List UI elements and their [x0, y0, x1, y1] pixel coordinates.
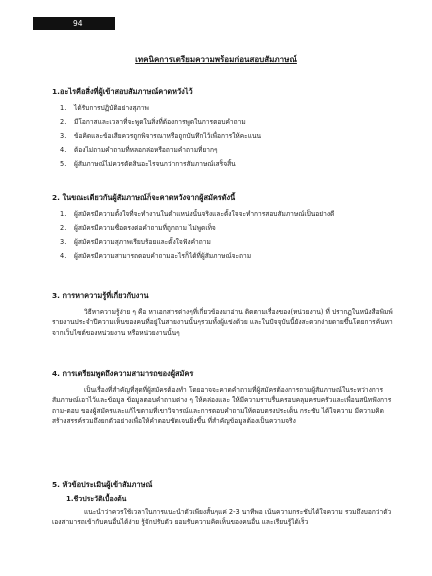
section-1-heading: 1.อะไรคือสิ่งที่ผู้เข้าสอบสัมภาษณ์คาดหวังไว้ — [52, 87, 193, 96]
list-item — [52, 118, 397, 126]
page-number: 94 — [73, 19, 83, 28]
page-number-box — [33, 17, 115, 30]
item-number: 1. — [60, 210, 67, 218]
item-text: ผู้สมัครมีความสุภาพเรียบร้อยและตั้งใจฟังคำถาม — [74, 238, 211, 246]
item-text: ผู้สมัครมีความสามารถตอบคำถามอะไรก็ได้ที่ผู้สัมภาษณ์จะถาม — [74, 252, 252, 260]
list-item — [52, 104, 397, 112]
section-2-list — [52, 210, 397, 260]
section-3-heading: 3. การหาความรู้ที่เกี่ยวกับงาน — [52, 291, 149, 300]
section-3-body: วิธีหาความรู้ง่าย ๆ คือ หาเอกสารต่างๆที่เกี่ยวข้องมาอ่าน ติดตามเรื่องของ(หน่วยงาน) ที่ ปรากฏในหนังสือพิมพ์รายงานประจำปีความเห็นของคนที่อยู่ในสายงานนั้นๆรวมทั้งผู้แข่งด้วย และในปัจจุบันนี้ยังสะดวกง่ายดายขึ้นโดยการค้นหาจากเว็บไซต์ของหน่วยงาน หรือหน่วยงานนั้นๆ — [52, 308, 393, 337]
item-number: 3. — [60, 238, 67, 246]
list-item — [52, 252, 397, 260]
item-text: ข้อคิดและข้อเสียควรถูกพิจารณาหรือถูกบันทึกไว้เพื่อการให้คะแนน — [74, 132, 261, 140]
item-number: 5. — [60, 160, 67, 168]
item-number: 4. — [60, 252, 67, 260]
section-4 — [52, 368, 397, 427]
item-text: ได้รับการปฏิบัติอย่างสุภาพ — [74, 104, 149, 112]
section-2-heading: 2. ในขณะเดียวกันผู้สัมภาษณ์ก็จะคาดหวังจากผู้สมัครดังนี้ — [52, 193, 236, 202]
item-text: มีโอกาสและเวลาที่จะพูดในสิ่งที่ต้องการพูดในการตอบคำถาม — [74, 118, 246, 126]
item-number: 4. — [60, 146, 67, 154]
page-title: เทคนิคการเตรียมความพร้อมก่อนสอบสัมภาษณ์ — [135, 55, 297, 64]
list-item — [52, 160, 397, 168]
item-number: 2. — [60, 118, 67, 126]
item-text: ผู้สัมภาษณ์ไม่ควรตัดสินอะไรจนกว่าการสัมภาษณ์เสร็จสิ้น — [74, 160, 236, 168]
section-5-heading: 5. หัวข้อประเมินผู้เข้าสัมภาษณ์ — [52, 480, 153, 489]
section-2 — [52, 192, 397, 266]
list-item — [52, 210, 397, 218]
list-item — [52, 238, 397, 246]
item-number: 3. — [60, 132, 67, 140]
item-text: ผู้สมัครมีความตั้งใจที่จะทำงานในตำแหน่งนั้นจริงและตั้งใจจะทำการสอบสัมภาษณ์เป็นอย่างดี — [74, 210, 335, 218]
section-5-subheading: 1.ชีวประวัติเบื้องต้น — [66, 495, 127, 503]
section-4-body: เป็นเรื่องที่สำคัญที่สุดที่ผู้สมัครต้องทำ โดยอาจจะคาดคำถามที่ผู้สมัครต้องการถามผู้สัมภาษณ์ในระหว่างการสัมภาษณ์เอาไว้และข้อมูล ข้อมูลตอบคำถามต่าง ๆ ให้คล่องและ ให้มีความราบรื่นครอบคลุมครบครัวและเพื่อนสนิทฟังการถาม-ตอบ ของผู้สมัครและแก้ไขตามที่เขาวิจารณ์และการตอบคำถามให้ตอบตรงประเด็น กระชับ ได้ใจความ มีความคิดสร้างสรรค์รวมถึงยกตัวอย่างเพื่อให้คำตอบชัดเจนยิ่งขึ้น ที่สำคัญข้อมูลต้องเป็นความจริง — [52, 386, 392, 426]
item-number: 2. — [60, 224, 67, 232]
section-4-heading: 4. การเตรียมพูดถึงความสามารถของผู้สมัคร — [52, 369, 194, 378]
item-text: ผู้สมัครมีความซื่อตรงต่อคำถามที่ถูกถาม ไม่พูดเท็จ — [74, 224, 216, 232]
section-1 — [52, 86, 397, 174]
item-text: ต้องไม่ถามคำถามที่หลอกล่อหรือถามคำถามที่ยากๆ — [74, 146, 218, 154]
section-5 — [52, 479, 397, 528]
list-item — [52, 224, 397, 232]
section-5-body: แนะนำว่าควรใช้เวลาในการแนะนำตัวเพียงสั้นๆแค่ 2-3 นาทีพอ เน้นความกระชับได้ใจความ รวมถึงบอกว่าตัวเองสามารถเข้ากับคนอื่นได้ง่าย รู้จักปรับตัว ยอมรับความคิดเห็นของคนอื่น และเรียนรู้ได้เร็ว — [52, 508, 392, 527]
list-item — [52, 146, 397, 154]
list-item — [52, 132, 397, 140]
section-3 — [52, 290, 397, 338]
item-number: 1. — [60, 104, 67, 112]
section-1-list — [52, 104, 397, 168]
